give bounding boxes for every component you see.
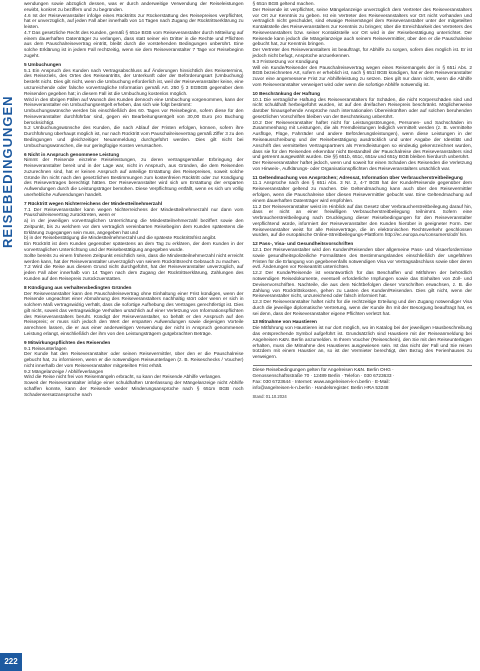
paragraph: 7.1 Der Reiseveranstalter kann wegen Nichterreichens der Mindestteilnehmerzahl nur dann vom Pauschalreisevertrag zurücktreten, wenn er: [24, 207, 244, 219]
right-column: [253, 2, 473, 662]
paragraph: 9.3 Fristsetzung vor Kündigung: [252, 59, 319, 65]
paragraph: Der Kunde hat den Reiseveranstalter oder seinen Reisevermittler, über den er die Pauschalreise gebucht hat, zu informieren, wenn er die notwendigen Reiseunterlagen (z. B. Reiseschecks / Voucher) nicht innerhalb der vom Reiseveranstalter mitgeteilten Frist erhält.: [24, 352, 244, 369]
paragraph: Der Reiseveranstalter haftet jedoch, wenn und soweit für einen Schaden des Reisenden die Verletzung von Hinweis-, Aufklärungs- oder Organisationspflichten des Reiseveranstalters ursächlich war.: [252, 161, 472, 172]
paragraph: Die Mitführung von Haustieren ist nur dort möglich, wo im Katalog bei der jeweiligen Hausbeschreibung das entsprechende Symbol aufgeführt ist. Grundsätzlich sind Haustiere mit der Reiseanmeldung bei Angelreisen K&N. Berlin anzumelden. In Ihrem Voucher (Reiseschein), den Sie mit den Reiseunterlagen erhalten, muss die Mitnahme des Haustieres ausgewiesen sein. Ist das nicht der Fall und Sie reisen trotzdem mit einem Haustier an, so ist der Vermieter berechtigt, den Bezug des Ferienhauses zu verweigern.: [252, 326, 472, 361]
paragraph: 10.2 Der Reiseveranstalter haftet nicht für Leistungsstörungen, Personen- und Sachschäden im Zusammenhang mit Leistungen, die als Fremdleistungen lediglich vermittelt werden (z. B. vermittelte Ausflüge, Flüge, Fahrräder und andere Beförderungsleistungen), wenn diese Leistungen in der Reiseausschreibung und der Reisebestätigung ausdrücklich und unter Angabe der Identität und Anschrift des vermittelten Vertragspartners als Fremdleistungen so eindeutig gekennzeichnet wurden, dass sie für den Reisenden erkennbar nicht Bestandteil der Pauschalreise des Reiseveranstalters sind und getrennt ausgewählt wurden. Die §§ 651b, 651c, 651w und 651y BGB bleiben hierdurch unberührt.: [252, 120, 472, 161]
section-heading: 9 Mitwirkungspflichten des Reisenden: [24, 340, 111, 346]
paragraph: Sollte bereits zu einem früheren Zeitpunkt ersichtlich sein, dass die Mindestteilnehmerzahl nicht erreicht werden kann, hat der Reiseveranstalter unverzüglich von seinem Rücktrittsrecht Gebrauch zu machen.: [24, 253, 244, 265]
paragraph: b) in der Reisebestätigung die Mindestteilnehmerzahl und die späteste Rücktrittsfrist angibt.: [24, 236, 217, 242]
paragraph: Ein Rücktritt ist dem Kunden gegenüber spätestens an dem Tag zu erklären, der dem Kunden in der vorvertraglichen Unterrichtung und der Reisebestätigung angegeben wurde.: [24, 242, 244, 254]
sidebar: [0, 0, 16, 671]
right-column-body: [253, 2, 473, 361]
paragraph: Will ein Kunde/Reisender den Pauschalreisevertrag wegen eines Reisemangels der in § 651i Abs. 2 BGB bezeichneten Art, sofern er erheblich ist, nach § 651l BGB kündigen, hat er dem Reiseveranstalter zuvor eine angemessene Frist zur Abhilfeleistung zu setzen. Dies gilt nur dann nicht, wenn die Abhilfe vom Reiseveranstalter verweigert wird oder wenn die sofortige Abhilfe notwendig ist.: [252, 65, 472, 88]
section-heading: 13 Mitnahme von Haustieren: [252, 320, 317, 326]
paragraph: 4.6 Ist der Reiseveranstalter infolge eines Rücktritts zur Rückerstattung des Reisepreises verpflichtet, hat er unverzüglich, auf jeden Fall aber innerhalb von 14 Tagen nach Zugang der Rücktrittserklärung zu leisten.: [24, 13, 244, 31]
section-heading: 8 Kündigung aus verhaltensbedingten Gründen: [24, 285, 132, 291]
paragraph: Soweit der Reiseveranstalter infolge einer schuldhaften Unterlassung der Mängelanzeige nicht Abhilfe schaffen konnte, kann der Reisende weder Minderungsansprüche nach § 651m BGB noch Schadensersatzansprüche nach: [24, 381, 244, 398]
section-title-vertical: REISEBEDINGUNGEN: [0, 95, 15, 249]
paragraph: Umbuchungswünsche werden bis einschließlich des 60. Tages vor Reisebeginn, sofern diese für den Reiseveranstalter durchführbar sind, gegen ein Bearbeitungsentgelt von 30,00 Euro pro Buchung berücksichtigt.: [24, 109, 244, 126]
paragraph: Wird die Reise nicht frei von Reisemängeln erbracht, so kann der Reisende Abhilfe verlangen.: [24, 375, 222, 381]
left-column: [24, 2, 244, 662]
version-date: Stand: 01.10.2024: [252, 393, 287, 399]
section-heading: 10 Beschränkung der Haftung: [252, 91, 321, 97]
paragraph: Nimmt der Reisende einzelne Reiseleistungen, zu deren vertragsgemäßer Erbringung der Reiseveranstalter bereit und in der Lage war, nicht in Anspruch, aus Gründen, die dem Reisenden zuzurechnen sind, hat er keinen Anspruch auf anteilige Erstattung des Reisepreises, soweit solche Gründe ihn nicht nach den gesetzlichen Bestimmungen zum kostenfreien Rücktritt oder zur Kündigung des Reisevertrages berechtigt hätten. Der Reiseveranstalter wird sich um Erstattung der ersparten Aufwendungen durch die Leistungsträger bemühen. Diese Verpflichtung entfällt, wenn es sich um völlig unerhebliche Aufwendungen handelt.: [24, 158, 244, 198]
section-heading: 5 Umbuchungen: [24, 62, 62, 68]
paragraph: § 651n BGB geltend machen.: [252, 2, 315, 7]
paragraph: Der Reiseveranstalter kann den Pauschalreisevertrag ohne Einhaltung einer Frist kündigen, wenn der Reisende ungeachtet einer Abmahnung des Reiseveranstalters nachhaltig stört oder wenn er sich in solchem Maß vertragswidrig verhält, dass die sofortige Aufhebung des Vertrages gerechtfertigt ist. Dies gilt nicht, soweit das vertragswidrige Verhalten ursächlich auf einer Verletzung von Informationspflichten des Reiseveranstalters beruht. Kündigt der Reiseveranstalter, so behält er den Anspruch auf den Reisepreis; er muss sich jedoch den Wert der ersparten Aufwendungen sowie diejenigen Vorteile anrechnen lassen, die er aus einer anderweitigen Verwendung der nicht in Anspruch genommenen Leistung erlangt, einschließlich der ihm von den Leistungsträgern gutgebrachten Beträge.: [24, 291, 244, 337]
paragraph: 4.7 Das gesetzliche Recht des Kunden, gemäß § 651e BGB vom Reiseveranstalter durch Mitteilung auf einem dauerhaften Datenträger zu verlangen, dass statt seiner ein Dritter in die Rechte und Pflichten aus dem Pauschalreisevertrag eintritt, bleibt durch die vorstehenden Bedingungen unberührt. Eine solche Erklärung ist in jedem Fall rechtzeitig, wenn sie dem Reiseveranstalter 7 Tage vor Reisebeginn zugeht.: [24, 30, 244, 60]
paragraph: 11.1 Ansprüche nach den § 651i Abs. 3 Nr. 2, 4-7 BGB hat der Kunde/Reisende gegenüber dem Reiseveranstalter geltend zu machen. Die Geltendmachung kann auch über den Reisevermittler erfolgen, wenn die Pauschalreise über diesen Reisevermittler gebucht war. Eine Geltendmachung auf einem dauerhaften Datenträger wird empfohlen.: [252, 181, 472, 204]
section-heading: 11 Geltendmachung von Ansprüchen; Adressat, Information über Verbraucherstreitbeilegung: [252, 175, 463, 181]
paragraph: 7.2 Wird die Reise aus diesem Grund nicht durchgeführt, hat der Reiseveranstalter unverzüglich, auf jeden Fall aber innerhalb von 14 Tagen nach dem Zugang der Rücktrittserklärung, Zahlungen des Kunden auf den Reisepreis zurückzuerstatten.: [24, 265, 244, 282]
imprint-line: info@angelreisen-k-n.berlin · Handelsregister: Berlin HRA 53248: [252, 385, 389, 391]
paragraph: 11.2 Der Reiseveranstalter weist im Hinblick auf das Gesetz über Verbraucherstreitbeilegung darauf hin, dass er nicht an einer freiwilligen Verbraucherstreitbeilegung teilnimmt. Sofern eine Verbraucherstreitbeilegung nach Drucklegung dieser Reisebedingungen für den Reiseveranstalter verpflichtend würde, informiert der Reiseveranstalter den Kunden hierüber in geeigneter Form. Der Reiseveranstalter weist für alle Reiseverträge, die im elektronischen Rechtsverkehr geschlossen wurden, auf die europäische Online-Streitbeilegungs-Plattform http://ec.europa.eu/consumers/odr/ hin.: [252, 204, 472, 239]
paragraph: wendungen sowie abzüglich dessen, was er durch anderweitige Verwendung der Reiseleistungen erwirbt, konkret zu beziffern und zu begründen.: [24, 2, 244, 13]
section-heading: 7 Rücktritt wegen Nichterreichens der Mindestteilnehmerzahl: [24, 201, 163, 207]
imprint-line: Diese Reisebedingungen gelten für Angelreisen K&N. Berlin OHG ·: [252, 367, 394, 373]
paragraph: 10.1 Die vertragliche Haftung des Reiseveranstalters für Schäden, die nicht Körperschäden sind und nicht schuldhaft herbeigeführt wurden, ist auf den dreifachen Reisepreis beschränkt. Möglicherweise darüber hinausgehende Ansprüche nach internationalen Übereinkünften oder auf solchen beruhenden gesetzlichen Vorschriften bleiben von der Beschränkung unberührt.: [252, 97, 472, 120]
paragraph: 12.2 Der Kunde/Reisende ist verantwortlich für das Beschaffen und Mitführen der behördlich notwendigen Reisedokumente, eventuell erforderliche Impfungen sowie das Einhalten von Zoll- und Devisenvorschriften. Nachteile, die aus dem Nichtbefolgen dieser Vorschriften erwachsen, z. B. die Zahlung von Rücktrittskosten, gehen zu Lasten des Kunden/Reisenden. Dies gilt nicht, wenn der Reiseveranstalter nicht, unzureichend oder falsch informiert hat.: [252, 271, 472, 300]
page-number: 222: [0, 653, 22, 671]
paragraph: 5.1 Ein Anspruch des Kunden nach Vertragsabschluss auf Änderungen hinsichtlich des Reisetermins, des Reiseziels, des Ortes des Reiseantritts, der Unterkunft oder der Beförderungsart (Umbuchung) besteht nicht. Dies gilt nicht, wenn die Umbuchung erforderlich ist, weil der Reiseveranstalter keine, eine unzureichende oder falsche vorvertragliche Information gemäß Art. 250 § 3 EGBGB gegenüber dem Reisenden gegeben hat; in diesem Fall ist die Umbuchung kostenlos möglich.: [24, 68, 244, 97]
section-heading: 12 Pass-, Visa- und Gesundheitsvorschriften: [252, 242, 354, 248]
paragraph: 5.2 Umbuchungswünsche des Kunden, die nach Ablauf der Fristen erfolgen, können, sofern ihre Durchführung überhaupt möglich ist, nur nach Rücktritt vom Pauschalreisevertrag gemäß Ziffer 3 zu den Bedingungen und gleichzeitiger Neuanmeldung durchgeführt werden. Dies gilt nicht bei Umbuchungswünschen, die nur geringfügige Kosten verursachen.: [24, 126, 244, 149]
paragraph: 12.3 Der Reiseveranstalter haftet nicht für die rechtzeitige Erteilung und den Zugang notwendiger Visa durch die jeweilige diplomatische Vertretung, wenn der Kunde ihn mit der Besorgung beauftragt hat, es sei denn, dass der Reiseveranstalter eigene Pflichten verletzt hat.: [252, 300, 472, 317]
paragraph: 9.1 Reiseunterlagen: [24, 346, 67, 352]
paragraph: Der Vertreter des Reiseveranstalters ist beauftragt, für Abhilfe zu sorgen, sofern dies möglich ist. Er ist jedoch nicht befugt, Ansprüche anzuerkennen.: [252, 48, 472, 60]
paragraph: 9.2 Mängelanzeige / Abhilfeverlangen: [24, 369, 104, 375]
paragraph: Der Reisende ist verpflichtet, seine Mängelanzeige unverzüglich dem Vertreter des Reiseveranstalters vor Ort zur Kenntnis zu geben. Ist ein Vertreter des Reiseveranstalters vor Ort nicht vorhanden und vertraglich nicht geschuldet, sind etwaige Reisemängel dem Reiseveranstalter unter der mitgeteilten Kontaktstelle des Reiseveranstalters zur Kenntnis zu bringen; über die Erreichbarkeit des Vertreters des Reiseveranstalters bzw. seiner Kontaktstelle vor Ort wird in der Reisebestätigung unterrichtet. Der Reisende kann jedoch die Mängelanzeige auch seinem Reisevermittler, über den er die Pauschalreise gebucht hat, zur Kenntnis bringen.: [252, 7, 472, 48]
section-heading: 6 Nicht in Anspruch genommene Leistung: [24, 152, 120, 158]
paragraph: a) in der jeweiligen vorvertraglichen Unterrichtung die Mindestteilnehmerzahl beziffert sowie den Zeitpunkt, bis zu welchem vor dem vertraglich vereinbarten Reisebeginn dem Kunden spätestens die Erklärung zugegangen sein muss, angegeben hat und: [24, 219, 244, 236]
paragraph: Wird in den übrigen Fällen auf Wunsch des Kunden dennoch eine Umbuchung vorgenommen, kann der Reiseveranstalter ein Umbuchungsentgelt erheben, das sich wie folgt bestimmt:: [24, 97, 244, 109]
imprint-box: [253, 365, 473, 399]
imprint-line: Genossenschaftsstraße 70 · 12489 Berlin · Telefon · 030 6723633 ·: [252, 373, 395, 379]
document-body: [24, 2, 472, 662]
imprint-line: Fax: 030 6723644 · Internet: www.angelreisen-k-n.berlin · E-Mail:: [252, 379, 390, 385]
paragraph: 12.1 Der Reiseveranstalter wird den Kunden/Reisenden über allgemeine Pass- und Visaerfordernisse sowie gesundheitspolizeiliche Formalitäten des Bestimmungslandes einschließlich der ungefähren Fristen für die Erlangung von gegebenenfalls notwendigen Visa vor Vertragsabschluss sowie über deren evtl. Änderungen vor Reiseantritt unterrichten.: [252, 248, 472, 271]
